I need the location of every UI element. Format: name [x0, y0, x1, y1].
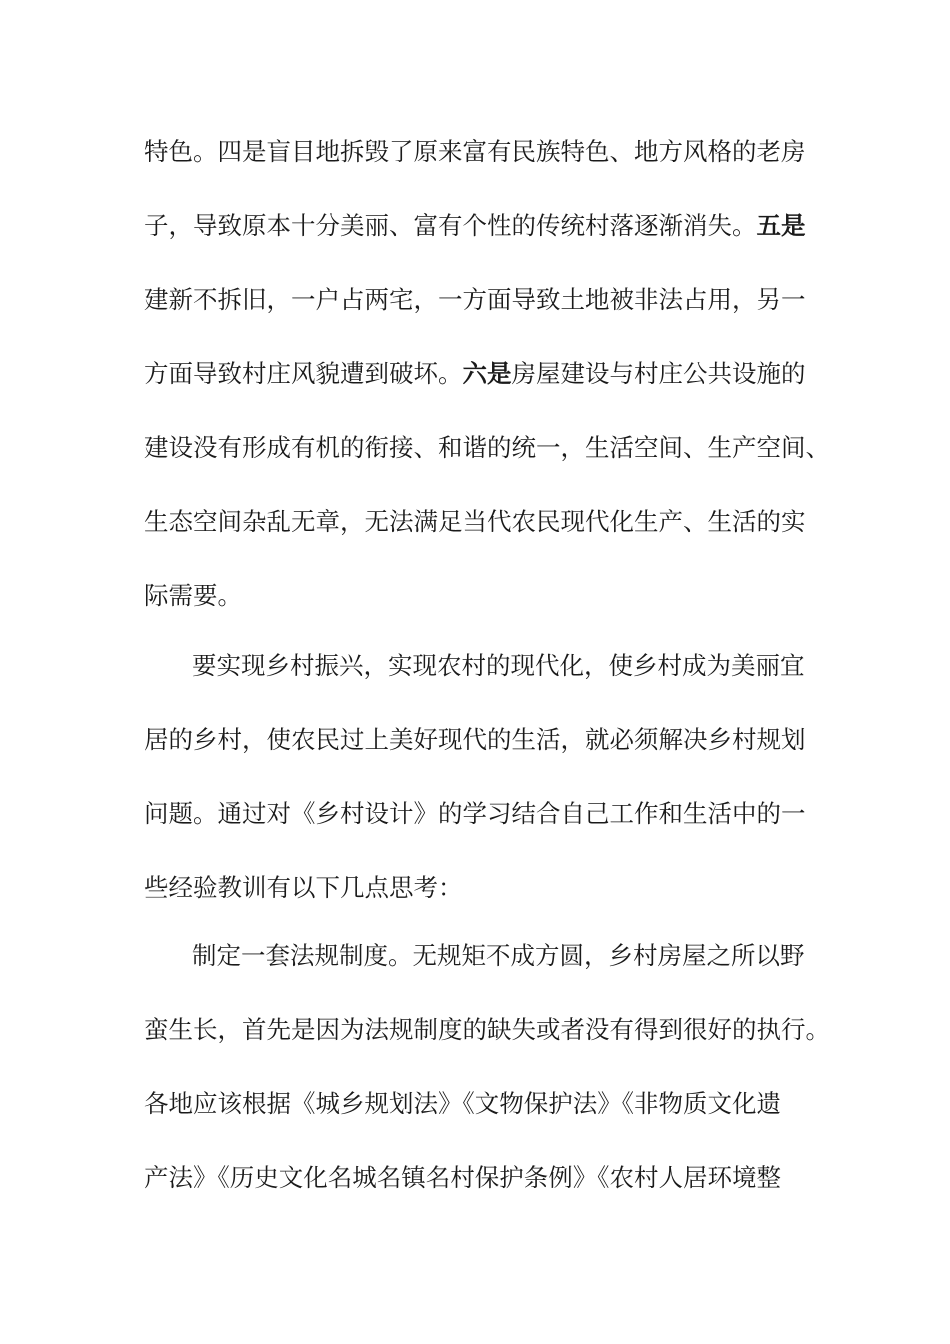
text-span: 产法》《历史文化名城名镇名村保护条例》《农村人居环境整 — [144, 1163, 781, 1192]
text-span: 建新不拆旧，一户占两宅，一方面导致土地被非法占用，另一 — [144, 285, 806, 314]
text-line — [144, 505, 806, 539]
text-span: 制定一套法规制度。无规矩不成方圆，乡村房屋之所以野 — [192, 941, 805, 970]
text-span: 房屋建设与村庄公共设施的 — [511, 359, 806, 388]
text-line — [144, 871, 463, 905]
text-line — [144, 797, 806, 831]
text-span: 生态空间杂乱无章，无法满足当代农民现代化生产、生活的实 — [144, 507, 806, 536]
text-span: 特色。四是盲目地拆毁了原来富有民族特色、地方风格的老房 — [144, 137, 806, 166]
text-span: 蛮生长，首先是因为法规制度的缺失或者没有得到很好的执行。 — [144, 1015, 830, 1044]
text-span: 方面导致村庄风貌遭到破坏。 — [144, 359, 463, 388]
text-span: 各地应该根据《城乡规划法》《文物保护法》《非物质文化遗 — [144, 1089, 781, 1118]
text-line — [144, 431, 830, 465]
text-span: 建设没有形成有机的衔接、和谐的统一，生活空间、生产空间、 — [144, 433, 830, 462]
text-line — [144, 283, 806, 317]
bold-label-five: 五是 — [756, 211, 806, 240]
text-line — [144, 723, 806, 757]
text-line — [144, 1013, 830, 1047]
text-span: 子，导致原本十分美丽、富有个性的传统村落逐渐消失。 — [144, 211, 757, 240]
text-span: 居的乡村，使农民过上美好现代的生活，就必须解决乡村规划 — [144, 725, 806, 754]
text-line — [144, 135, 806, 169]
paragraph-first-line — [192, 939, 805, 973]
text-line — [144, 1161, 781, 1195]
text-span: 问题。通过对《乡村设计》的学习结合自己工作和生活中的一 — [144, 799, 806, 828]
text-line — [144, 357, 806, 391]
text-span: 际需要。 — [144, 581, 242, 610]
text-line — [144, 1087, 781, 1121]
text-span: 要实现乡村振兴，实现农村的现代化，使乡村成为美丽宜 — [192, 651, 805, 680]
paragraph-first-line — [192, 649, 805, 683]
text-span: 些经验教训有以下几点思考： — [144, 873, 463, 902]
text-line — [144, 209, 806, 243]
text-line — [144, 579, 242, 613]
bold-label-six: 六是 — [462, 359, 512, 388]
